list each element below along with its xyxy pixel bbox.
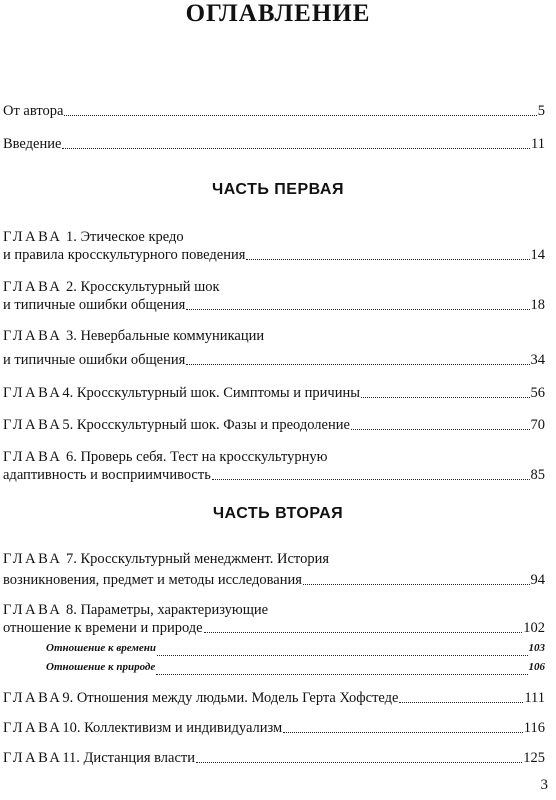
- chapter-label: ГЛАВА: [3, 720, 63, 736]
- entry-page: 85: [530, 467, 545, 483]
- leader-dots: [246, 258, 529, 260]
- leader-dots: [157, 654, 528, 656]
- toc-entry-chapter-9: [3, 689, 545, 707]
- chapter-label: ГЛАВА: [3, 750, 63, 766]
- chapter-label: ГЛАВА: [3, 328, 63, 344]
- entry-page: 116: [523, 720, 545, 736]
- toc-entry-chapter-7: [3, 550, 545, 589]
- toc-entry-chapter-10: [3, 719, 545, 737]
- chapter-label: ГЛАВА: [3, 449, 63, 465]
- entry-page: 56: [530, 385, 545, 401]
- leader-dots: [62, 147, 530, 149]
- chapter-title: 2. Кросскультурный шок: [62, 279, 220, 295]
- entry-page: 125: [523, 750, 545, 766]
- chapter-title-cont: возникновения, предмет и методы исследования: [3, 572, 302, 588]
- leader-dots: [283, 731, 523, 733]
- chapter-label: ГЛАВА: [3, 602, 63, 618]
- toc-subentry-nature: [46, 660, 545, 678]
- chapter-title: 9. Отношения между людьми. Модель Герта Хофстеде: [62, 690, 399, 706]
- page-number: 3: [540, 777, 548, 793]
- entry-title: От автора: [3, 103, 64, 119]
- leader-dots: [212, 478, 530, 480]
- leader-dots: [186, 363, 529, 365]
- entry-page: 14: [530, 247, 545, 263]
- entry-page: 102: [523, 620, 545, 636]
- toc-entry-chapter-11: [3, 749, 545, 767]
- entry-page: 94: [530, 572, 545, 588]
- entry-page: 103: [528, 642, 545, 654]
- chapter-title: 4. Кросскультурный шок. Симптомы и причины: [62, 385, 360, 401]
- toc-entry-introduction: [3, 135, 545, 153]
- chapter-title-cont: адаптивность и восприимчивость: [3, 467, 211, 483]
- leader-dots: [186, 308, 529, 310]
- entry-page: 34: [530, 352, 545, 368]
- leader-dots: [204, 631, 523, 633]
- entry-page: 5: [537, 103, 545, 119]
- toc-subentry-time: [46, 641, 545, 659]
- toc-entry-chapter-2: [3, 278, 545, 314]
- toc-entry-from-author: [3, 102, 545, 120]
- entry-page: 11: [531, 136, 545, 152]
- leader-dots: [196, 761, 522, 763]
- page-title: ОГЛАВЛЕНИЕ: [185, 0, 371, 27]
- chapter-label: ГЛАВА: [3, 417, 63, 433]
- entry-page: 70: [530, 417, 545, 433]
- leader-dots: [399, 701, 523, 703]
- leader-dots: [64, 114, 536, 116]
- leader-dots: [361, 396, 530, 398]
- chapter-title-cont: и типичные ошибки общения: [3, 297, 186, 313]
- toc-entry-chapter-1: [3, 228, 545, 264]
- chapter-label: ГЛАВА: [3, 279, 63, 295]
- toc-entry-chapter-5: [3, 416, 545, 434]
- leader-dots: [156, 673, 527, 675]
- toc-entry-chapter-4: [3, 384, 545, 402]
- entry-title: Введение: [3, 136, 62, 152]
- subentry-title: Отношение к времени: [46, 642, 156, 654]
- chapter-title: 3. Невербальные коммуникации: [62, 328, 265, 344]
- chapter-label: ГЛАВА: [3, 690, 63, 706]
- chapter-title-cont: и типичные ошибки общения: [3, 352, 186, 368]
- leader-dots: [303, 583, 530, 585]
- chapter-title: 7. Кросскультурный менеджмент. История: [62, 551, 329, 567]
- chapter-title: 5. Кросскультурный шок. Фазы и преодоление: [62, 417, 350, 433]
- part-two-heading: ЧАСТЬ ВТОРАЯ: [212, 505, 344, 522]
- toc-entry-chapter-8: [3, 601, 545, 637]
- part-one-heading: ЧАСТЬ ПЕРВАЯ: [212, 181, 344, 198]
- subentry-title: Отношение к природе: [46, 661, 156, 673]
- toc-entry-chapter-3: [3, 327, 545, 369]
- leader-dots: [351, 428, 530, 430]
- toc-entry-chapter-6: [3, 448, 545, 484]
- chapter-title: 11. Дистанция власти: [62, 750, 196, 766]
- chapter-label: ГЛАВА: [3, 385, 63, 401]
- chapter-title-cont: и правила кросскультурного поведения: [3, 247, 246, 263]
- chapter-title-cont: отношение к времени и природе: [3, 620, 203, 636]
- chapter-label: ГЛАВА: [3, 229, 63, 245]
- chapter-title: 1. Этическое кредо: [62, 229, 184, 245]
- chapter-title: 8. Параметры, характеризующие: [62, 602, 269, 618]
- chapter-label: ГЛАВА: [3, 551, 63, 567]
- entry-page: 106: [528, 661, 545, 673]
- entry-page: 18: [530, 297, 545, 313]
- chapter-title: 10. Коллективизм и индивидуализм: [62, 720, 283, 736]
- entry-page: 111: [524, 690, 545, 706]
- chapter-title: 6. Проверь себя. Тест на кросскультурную: [62, 449, 328, 465]
